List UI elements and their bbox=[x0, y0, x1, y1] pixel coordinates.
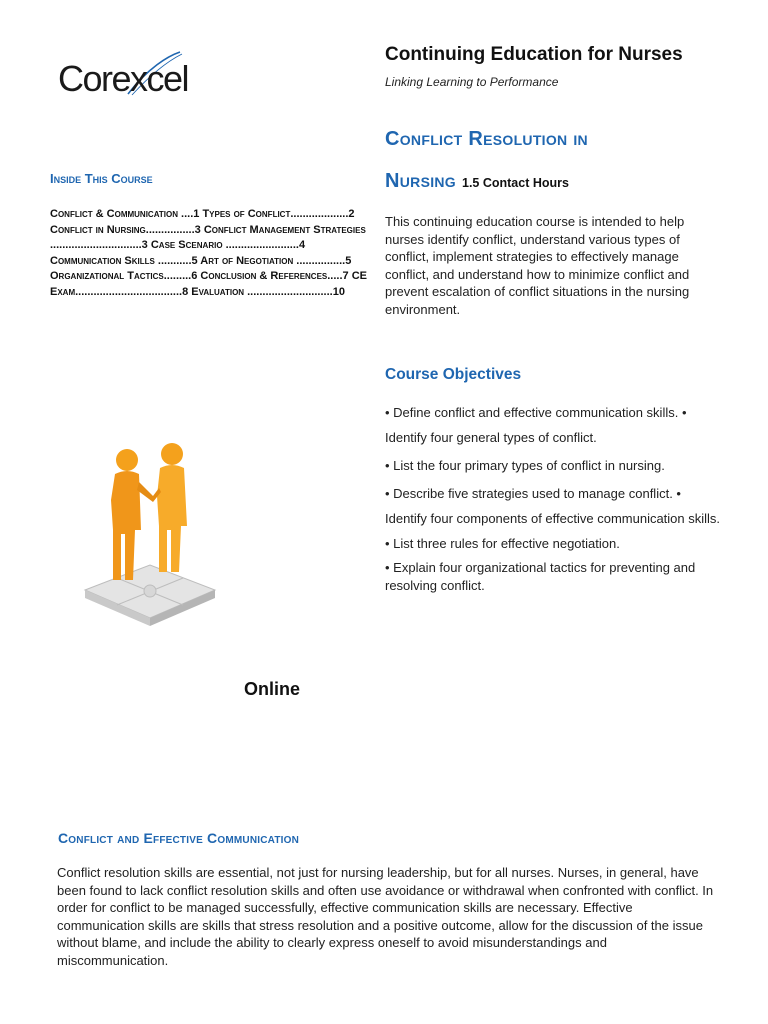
table-of-contents: Conflict & Communication ....1 Types of Conflict...................2 Conflict in Nursing................3 Conflict Management Strategies ..............................3 Case Scenario ........................4 Communication Skills ...........5 Art of Negotiation ................5 Organizational Tactics.........6 Conclusion & References.....7 CE Exam...................................8 Evaluation ............................10 bbox=[50, 208, 367, 298]
two-figures-puzzle-icon bbox=[75, 430, 225, 650]
header-tagline: Linking Learning to Performance bbox=[385, 75, 559, 89]
header-title: Continuing Education for Nurses bbox=[385, 44, 683, 65]
course-title-line1: Conflict Resolution in bbox=[385, 128, 588, 150]
objective-item: • Define conflict and effective communication skills. • Identify four general types of conflict. bbox=[385, 405, 687, 445]
section-heading: Conflict and Effective Communication bbox=[58, 830, 300, 846]
section-body: Conflict resolution skills are essential, not just for nursing leadership, but for all nurses. Nurses, in general, have been found to lack conflict resolution skills and often use avoidance or withdrawal when confronted with conflict. In order for conflict to be managed successfully, effective communication skills are necessary. Effective communication skills are skills that stress resolution and a positive outcome, allow for the discussion of the issue without blame, and include the ability to clearly express oneself to avoid misunderstandings and miscommunication. bbox=[57, 865, 714, 968]
objectives-heading: Course Objectives bbox=[385, 366, 522, 383]
objective-item: • List the four primary types of conflict in nursing. bbox=[385, 458, 665, 473]
objective-item: • Describe five strategies used to manage conflict. • Identify four components of effective communication skills. • List three rules for effective negotiation. bbox=[385, 486, 721, 551]
corexcel-logo bbox=[58, 48, 208, 108]
inside-course-heading: Inside This Course bbox=[50, 171, 153, 186]
objective-item: • Explain four organizational tactics for preventing and resolving conflict. bbox=[385, 560, 696, 593]
course-intro: This continuing education course is intended to help nurses identify conflict, understand various types of conflict, implement strategies to effectively manage conflict, and understand how to minimize conflict and prevent escalation of conflict situations in the nursing environment. bbox=[385, 214, 690, 317]
course-title-word: Nursing bbox=[385, 170, 456, 192]
logo-text: Corexcel bbox=[58, 58, 189, 99]
course-title-line2 bbox=[385, 170, 569, 193]
contact-hours: 1.5 Contact Hours bbox=[462, 176, 569, 190]
online-label: Online bbox=[244, 679, 301, 699]
objectives-list bbox=[385, 400, 725, 597]
